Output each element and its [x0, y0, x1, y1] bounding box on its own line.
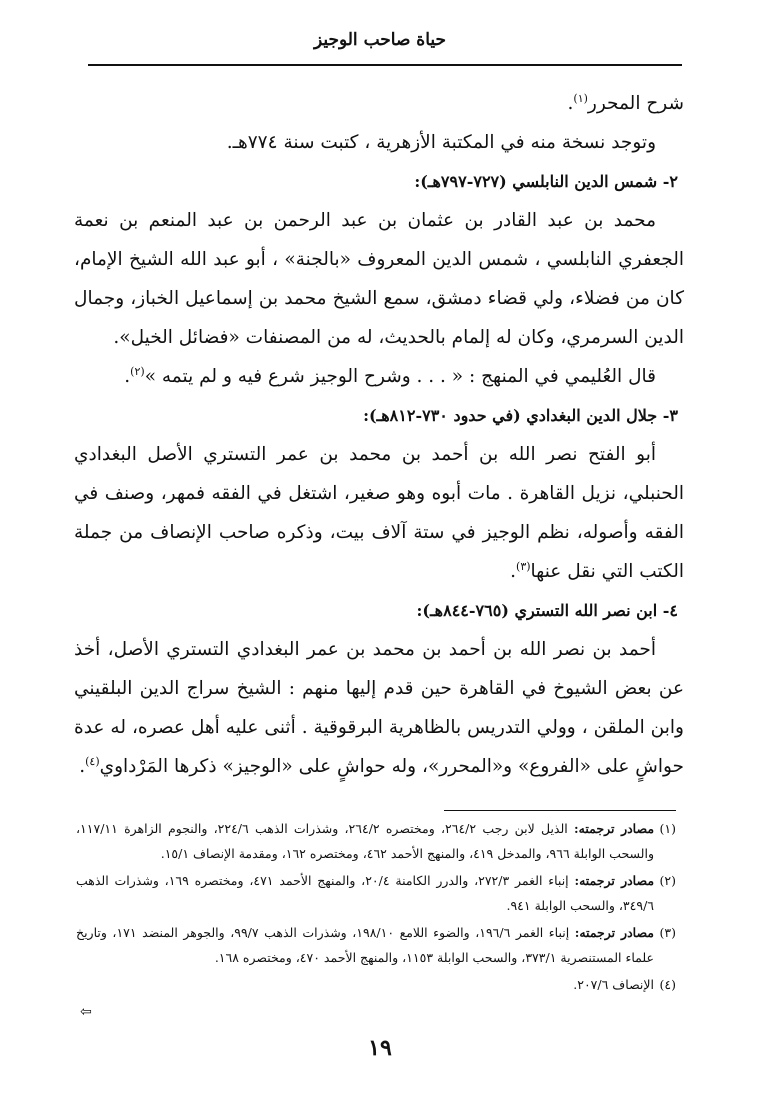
footnote-1 [76, 816, 676, 866]
paragraph-3: محمد بن عبد القادر بن عثمان بن عبد الرحمن بن عبد المنعم بن نعمة الجعفري النابلسي ، شمس الدين المعروف «بالجنة» ، أبو عبد الله الشيخ الإمام، كان من فضلاء، ولي قضاء دمشق، سمع الشيخ محمد بن إسماعيل الخباز، وجمال الدين السرمري، وكان له إلمام بالحديث، له من المصنفات «فضائل الخيل». [74, 210, 684, 348]
footnote-4 [76, 972, 676, 997]
footnote-label: مصادر ترجمته: [574, 873, 655, 888]
section-heading-2: ٢- شمس الدين النابلسي (٧٢٧-٧٩٧هـ): [414, 172, 678, 191]
page-number: ١٩ [368, 1035, 392, 1061]
paragraph-1-end: . [567, 93, 574, 114]
paragraph-6-text: أحمد بن نصر الله بن أحمد بن محمد بن عمر البغدادي التستري الأصل، أخذ عن بعض الشيوخ في القاهرة حين قدم إليها منهم : الشيخ سراج الدين البلقيني وابن الملقن ، وولي التدريس بالظاهرية البرقوقية . أثنى عليه أهل عصره، له عدة حواشٍ على «الفروع» و«المحرر»، وله حواشٍ على «الوجيز» ذكرها المَرْداوي [74, 639, 684, 777]
paragraph-4-end: . [124, 366, 131, 387]
paragraph-4-text: قال العُليمي في المنهج : « . . . وشرح الوجيز شرع فيه و لم يتمه » [144, 366, 656, 387]
footnote-number: (٢) [659, 873, 676, 888]
footnote-text: الإنصاف ٢٠٧/٦. [573, 977, 654, 992]
footnote-ref-4[interactable]: (٤) [85, 754, 100, 768]
footnote-ref-1[interactable]: (١) [573, 91, 588, 105]
footnote-text: الذيل لابن رجب ٢٦٤/٢، ومختصره ٢٦٤/٢، وشذرات الذهب ٢٢٤/٦، والنجوم الزاهرة ١١٧/١١، والسحب الوابلة ٩٦٦، والمدخل ٤١٩، والمنهج الأحمد ٤٦٢، ومختصره ١٦٢، ومقدمة الإنصاف ١٥/١. [76, 821, 654, 861]
paragraph-5 [74, 435, 684, 591]
footnote-rule [444, 810, 676, 811]
left-arrow-icon: ⇦ [80, 1004, 92, 1020]
footnote-ref-2[interactable]: (٢) [130, 364, 145, 378]
footnote-label: مصادر ترجمته: [574, 821, 655, 836]
footnote-3 [76, 920, 676, 970]
paragraph-5-text: أبو الفتح نصر الله بن أحمد بن محمد بن عمر التستري الأصل البغدادي الحنبلي، نزيل القاهرة . مات أبوه وهو صغير، اشتغل في الفقه فمهر، وصنف في الفقه وأصوله، نظم الوجيز في ستة آلاف بيت، وذكره صاحب الإنصاف من جملة الكتب التي نقل عنها [74, 444, 684, 582]
paragraph-5-end: . [510, 561, 517, 582]
paragraph-4 [74, 357, 684, 396]
footnote-number: (٣) [659, 925, 676, 940]
footnotes [76, 816, 676, 999]
paragraph-2: وتوجد نسخة منه في المكتبة الأزهرية ، كتبت سنة ٧٧٤هـ. [226, 132, 656, 153]
main-text [74, 84, 684, 786]
footnote-2 [76, 868, 676, 918]
footnote-text: إنباء الغمر ٢٧٢/٣، والدرر الكامنة ٢٠/٤، والمنهج الأحمد ٤٧١، ومختصره ١٦٩، وشذرات الذهب ٣٤٩/٦، والسحب الوابلة ٩٤١. [76, 873, 654, 913]
footnote-number: (١) [659, 821, 676, 836]
footnote-text: إنباء الغمر ١٩٦/٦، والضوء اللامع ١٩٨/١٠، وشذرات الذهب ٩٩/٧، والجوهر المنضد ١٧١، وتاريخ علماء المستنصرية ٣٧٣/١، والسحب الوابلة ١١٥٣، والمنهج الأحمد ٤٧٠، ومختصره ١٦٨. [76, 925, 654, 965]
paragraph-6 [74, 630, 684, 786]
footnote-label: مصادر ترجمته: [574, 925, 654, 940]
paragraph-1-text: شرح المحرر [587, 93, 684, 114]
running-header-title: حياة صاحب الوجيز [313, 30, 447, 50]
section-heading-4: ٤- ابن نصر الله التستري (٧٦٥-٨٤٤هـ): [416, 601, 678, 620]
footnote-ref-3[interactable]: (٣) [516, 559, 531, 573]
paragraph-6-end: . [79, 756, 86, 777]
paragraph-1 [74, 84, 684, 123]
footnote-number: (٤) [659, 977, 676, 992]
header-rule [88, 64, 682, 66]
section-heading-3: ٣- جلال الدين البغدادي (في حدود ٧٣٠-٨١٢هـ): [363, 406, 678, 425]
